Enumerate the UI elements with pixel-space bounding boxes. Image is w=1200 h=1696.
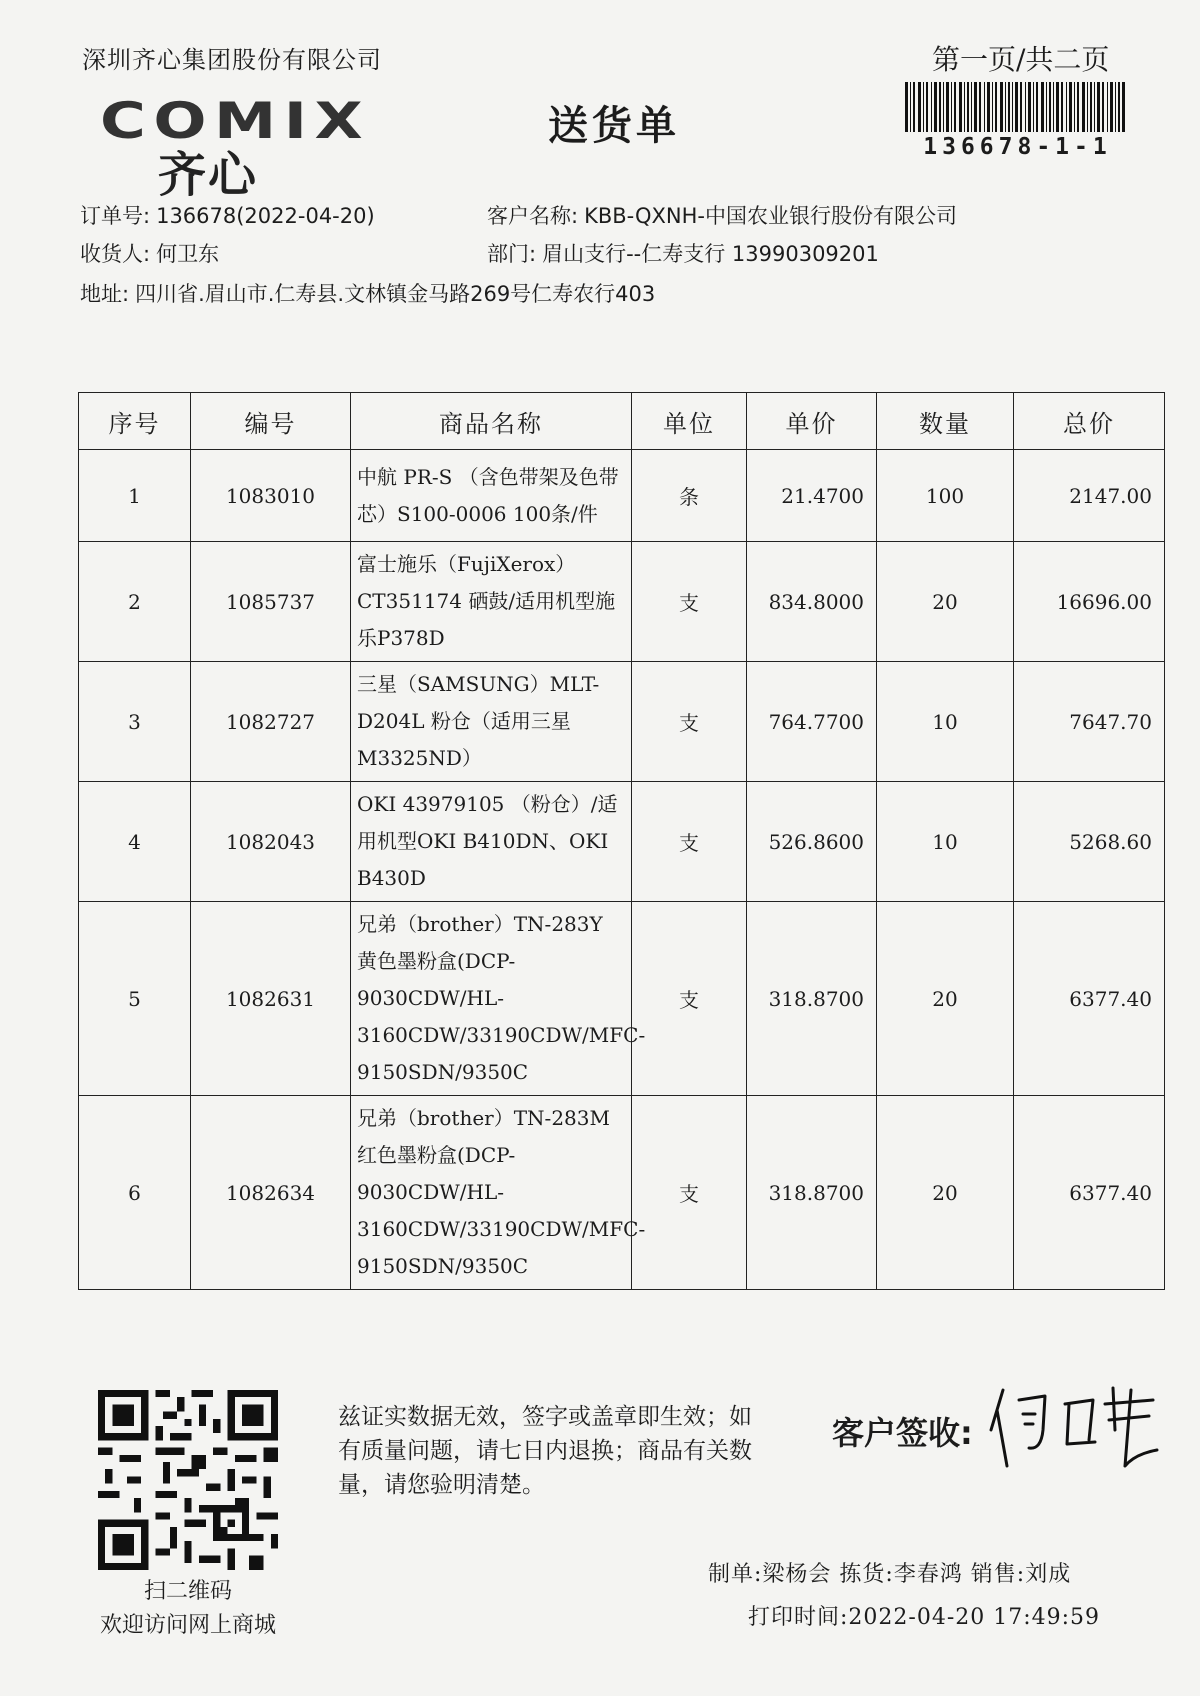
table-header-row xyxy=(79,393,1165,450)
address-value: 四川省.眉山市.仁寿县.文林镇金马路269号仁寿农行403 xyxy=(135,282,656,306)
document-title: 送货单 xyxy=(548,103,680,149)
col-header-index: 序号 xyxy=(79,393,191,450)
cell-unit: 支 xyxy=(632,1096,747,1290)
cell-price: 318.8700 xyxy=(747,902,877,1096)
cell-unit: 支 xyxy=(632,782,747,902)
cell-index: 3 xyxy=(79,662,191,782)
cell-unit: 支 xyxy=(632,662,747,782)
cell-quantity: 20 xyxy=(877,902,1014,1096)
cell-quantity: 10 xyxy=(877,782,1014,902)
cell-code: 1083010 xyxy=(191,450,351,542)
order-number-line xyxy=(80,200,375,230)
table-row xyxy=(79,1096,1165,1290)
qr-caption-shop: 欢迎访问网上商城 xyxy=(99,1613,276,1638)
cell-price: 834.8000 xyxy=(747,542,877,662)
cell-total: 5268.60 xyxy=(1014,782,1165,902)
cell-unit: 支 xyxy=(632,902,747,1096)
cell-quantity: 20 xyxy=(877,542,1014,662)
items-table xyxy=(78,392,1165,1290)
cell-total: 16696.00 xyxy=(1014,542,1165,662)
col-header-code: 编号 xyxy=(191,393,351,450)
table-row xyxy=(79,782,1165,902)
col-header-quantity: 数量 xyxy=(877,393,1014,450)
cell-code: 1082631 xyxy=(191,902,351,1096)
barcode-number: 136678-1-1 xyxy=(923,134,1112,160)
company-name: 深圳齐心集团股份有限公司 xyxy=(82,46,382,74)
customer-sign-label: 客户签收: xyxy=(832,1414,973,1452)
cell-price: 21.4700 xyxy=(747,450,877,542)
cell-product-name: OKI 43979105 （粉仓）/适用机型OKI B410DN、OKI B430D xyxy=(351,782,632,902)
cell-quantity: 20 xyxy=(877,1096,1014,1290)
cell-quantity: 10 xyxy=(877,662,1014,782)
receiver-line xyxy=(80,238,219,268)
logo-wordmark: COMIX xyxy=(100,92,371,150)
cell-quantity: 100 xyxy=(877,450,1014,542)
comix-logo xyxy=(100,92,371,203)
order-number-label: 订单号: xyxy=(80,204,151,228)
print-time: 打印时间:2022-04-20 17:49:59 xyxy=(748,1605,1101,1630)
cell-price: 764.7700 xyxy=(747,662,877,782)
cell-total: 6377.40 xyxy=(1014,902,1165,1096)
cell-product-name: 三星（SAMSUNG）MLT-D204L 粉仓（适用三星M3325ND） xyxy=(351,662,632,782)
table-row xyxy=(79,450,1165,542)
qr-caption-scan: 扫二维码 xyxy=(143,1579,232,1604)
department-line xyxy=(487,238,879,268)
receiver-value: 何卫东 xyxy=(156,242,220,266)
cell-code: 1082634 xyxy=(191,1096,351,1290)
address-line xyxy=(80,278,655,308)
col-header-total: 总价 xyxy=(1014,393,1165,450)
qr-code-icon xyxy=(98,1390,278,1570)
cell-total: 7647.70 xyxy=(1014,662,1165,782)
cell-unit: 支 xyxy=(632,542,747,662)
cell-product-name: 兄弟（brother）TN-283M 红色墨粉盒(DCP-9030CDW/HL-3160CDW/33190CDW/MFC-9150SDN/9350C xyxy=(351,1096,632,1290)
cell-index: 1 xyxy=(79,450,191,542)
cell-total: 2147.00 xyxy=(1014,450,1165,542)
cell-product-name: 兄弟（brother）TN-283Y 黄色墨粉盒(DCP-9030CDW/HL-3160CDW/33190CDW/MFC-9150SDN/9350C xyxy=(351,902,632,1096)
address-label: 地址: xyxy=(80,282,130,306)
staff-info: 制单:梁杨会 拣货:李春鸿 销售:刘成 xyxy=(708,1562,1072,1587)
cell-price: 318.8700 xyxy=(747,1096,877,1290)
table-row xyxy=(79,542,1165,662)
cell-unit: 条 xyxy=(632,450,747,542)
cell-code: 1085737 xyxy=(191,542,351,662)
customer-value: KBB-QXNH-中国农业银行股份有限公司 xyxy=(584,204,958,228)
cell-code: 1082043 xyxy=(191,782,351,902)
col-header-unit: 单位 xyxy=(632,393,747,450)
cell-index: 2 xyxy=(79,542,191,662)
cell-index: 4 xyxy=(79,782,191,902)
cell-product-name: 富士施乐（FujiXerox）CT351174 硒鼓/适用机型施乐P378D xyxy=(351,542,632,662)
cell-code: 1082727 xyxy=(191,662,351,782)
disclaimer-text: 兹证实数据无效，签字或盖章即生效；如有质量问题，请七日内退换；商品有关数量，请您验明清楚。 xyxy=(338,1404,752,1498)
table-row xyxy=(79,902,1165,1096)
customer-line xyxy=(487,200,957,230)
customer-label: 客户名称: xyxy=(487,204,579,228)
logo-chinese: 齐心 xyxy=(158,147,259,203)
col-header-product: 商品名称 xyxy=(351,393,632,450)
department-label: 部门: xyxy=(487,242,537,266)
cell-index: 5 xyxy=(79,902,191,1096)
col-header-price: 单价 xyxy=(747,393,877,450)
cell-index: 6 xyxy=(79,1096,191,1290)
order-number-value: 136678(2022-04-20) xyxy=(156,204,375,228)
handwritten-signature xyxy=(985,1370,1165,1480)
barcode-image xyxy=(905,82,1125,132)
cell-total: 6377.40 xyxy=(1014,1096,1165,1290)
cell-price: 526.8600 xyxy=(747,782,877,902)
table-row xyxy=(79,662,1165,782)
page-indicator: 第一页/共二页 xyxy=(932,43,1110,76)
cell-product-name: 中航 PR-S （含色带架及色带芯）S100-0006 100条/件 xyxy=(351,450,632,542)
receiver-label: 收货人: xyxy=(80,242,151,266)
department-value: 眉山支行--仁寿支行 13990309201 xyxy=(542,242,879,266)
